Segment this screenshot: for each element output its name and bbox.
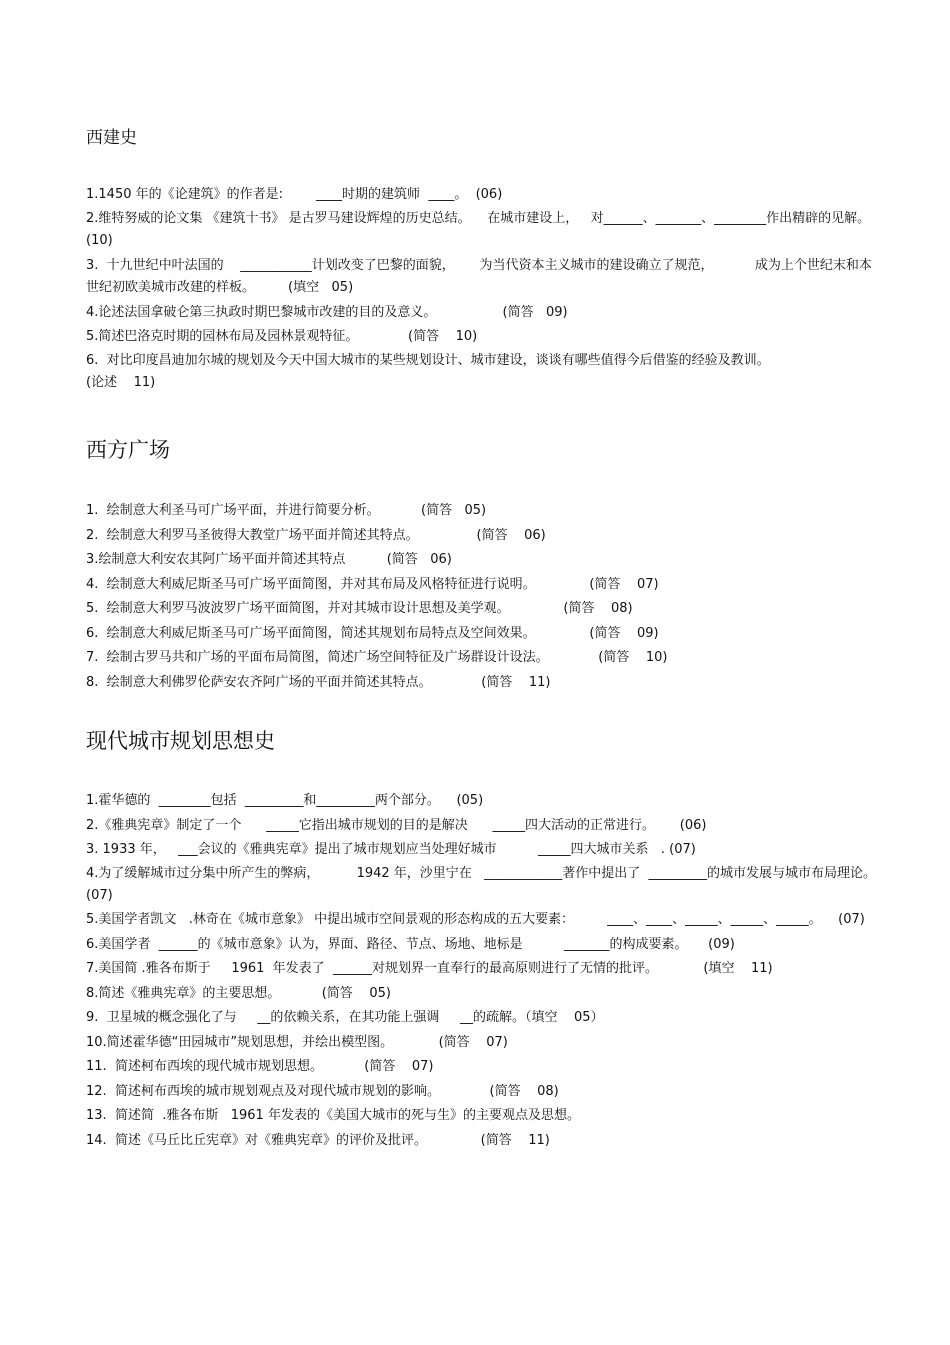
question-item: 12. 简述柯布西埃的城市规划观点及对现代城市规划的影响。 (简答 08) <box>86 1083 559 1099</box>
question-item: 3. 十九世纪中叶法国的 ___________计划改变了巴黎的面貌， 为当代资本主义城市的建设确立了规范， 成为上个世纪末和本世纪初欧美城市改建的样板。 (填空 05) <box>86 257 872 295</box>
question-list <box>86 499 876 695</box>
question-item: 4.为了缓解城市过分集中所产生的弊病， 1942 年，沙里宁在 ____________著作中提出了 _________的城市发展与城市布局理论。 (07) <box>86 865 897 903</box>
question-item: 3. 1933 年， ___会议的《雅典宪章》提出了城市规划应当处理好城市 _____四大城市关系 . (07) <box>86 842 696 857</box>
question-item: 10.简述霍华德“田园城市”规划思想，并绘出模型图。 (简答 07) <box>86 1034 508 1050</box>
question-item: 1.1450 年的《论建筑》的作者是: ____时期的建筑师 ____。 (06) <box>86 187 503 202</box>
question-item: 7.美国简 .雅各布斯于 1961 年发表了 ______对规划界一直奉行的最高原则进行了无情的批评。 (填空 11) <box>86 961 773 976</box>
question-item: 6. 绘制意大利威尼斯圣马可广场平面简图，简述其规划布局特点及空间效果。 (简答 09) <box>86 625 659 641</box>
question-item: 4. 绘制意大利威尼斯圣马可广场平面简图，并对其布局及风格特征进行说明。 (简答 07) <box>86 576 659 592</box>
question-item: 8.简述《雅典宪章》的主要思想。 (简答 05) <box>86 985 391 1001</box>
section-modern-urban-planning-history <box>86 727 876 755</box>
section-title: 现代城市规划思想史 <box>86 729 275 753</box>
question-item: 5.简述巴洛克时期的园林布局及园林景观特征。 (简答 10) <box>86 329 478 344</box>
question-item: 6.美国学者 ______的《城市意象》认为，界面、路径、节点、场地、地标是 _______的构成要素。 (09) <box>86 936 735 952</box>
question-item: 1. 绘制意大利圣马可广场平面，并进行简要分析。 (简答 05) <box>86 503 487 518</box>
section-title: 西方广场 <box>86 438 170 462</box>
question-item: 5. 绘制意大利罗马波波罗广场平面简图，并对其城市设计思想及美学观。 (简答 08) <box>86 601 633 616</box>
question-item: 13. 简述简 .雅各布斯 1961 年发表的《美国大城市的死与生》的主要观点及思想。 <box>86 1108 580 1123</box>
section-western-plazas <box>86 436 876 464</box>
question-item: 3.绘制意大利安农其阿广场平面并简述其特点 (简答 06) <box>86 552 452 567</box>
question-item: 8. 绘制意大利佛罗伦萨安农齐阿广场的平面并简述其特点。 (简答 11) <box>86 674 551 690</box>
question-item: 7. 绘制古罗马共和广场的平面布局简图，简述广场空间特征及广场群设计设法。 (简答 10) <box>86 650 668 665</box>
question-item: 1.霍华德的 ________包括 _________和_________两个部分。 (05) <box>86 793 484 808</box>
question-list <box>86 789 897 1153</box>
question-item: 6. 对比印度昌迪加尔城的规划及今天中国大城市的某些规划设计、城市建设，谈谈有哪些值得今后借鉴的经验及教训。 (论述 11) <box>86 352 787 390</box>
question-item: 2.《雅典宪章》制定了一个 _____它指出城市规划的目的是解决 _____四大活动的正常进行。 (06) <box>86 817 707 833</box>
question-item: 4.论述法国拿破仑第三执政时期巴黎城市改建的目的及意义。 (简答 09) <box>86 304 568 320</box>
question-item: 14. 简述《马丘比丘宪章》对《雅典宪章》的评价及批评。 (简答 11) <box>86 1132 550 1148</box>
question-item: 11. 简述柯布西埃的现代城市规划思想。 (简答 07) <box>86 1059 434 1074</box>
question-list <box>86 183 887 396</box>
question-item: 9. 卫星城的概念强化了与 __的依赖关系，在其功能上强调 __的疏解。（填空 05） <box>86 1010 604 1025</box>
section-western-architecture-history <box>86 127 876 149</box>
question-item: 2. 绘制意大利罗马圣彼得大教堂广场平面并简述其特点。 (简答 06) <box>86 527 546 543</box>
question-item: 2.维特努威的论文集 《建筑十书》 是古罗马建设辉煌的历史总结。 在城市建设上， 对______、_______、________作出精辟的见解。 (10) <box>86 210 887 248</box>
question-item: 5.美国学者凯文 .林奇在《城市意象》 中提出城市空间景观的形态构成的五大要素： ____、____、_____、_____、_____。 (07) <box>86 911 865 927</box>
section-title: 西建史 <box>86 128 137 148</box>
